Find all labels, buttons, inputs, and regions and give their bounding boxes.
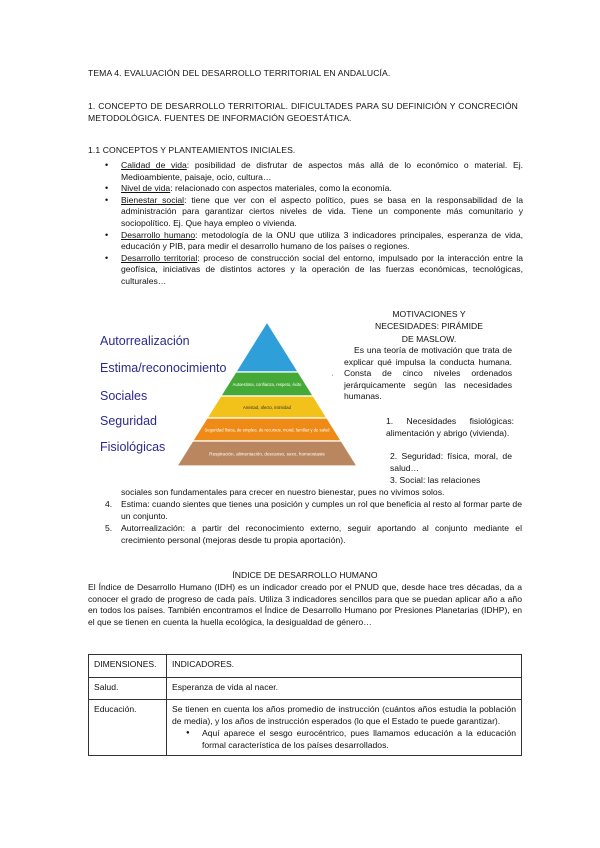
- table-cell-dimension: Salud.: [89, 678, 167, 700]
- table-cell-indicator: [167, 700, 522, 756]
- list-item: [105, 230, 523, 253]
- pyramid-inner-text: Autoestima, confianza, respeto, éxito: [232, 382, 302, 387]
- concept-text: : tiene que ver con el aspecto político, pues se basa en la responsabilidad de la administración para garantizar ciertos niveles de vida. Tiene un componente más comunitario y sociopolítico. Ej. Que haya empleo o vivienda.: [121, 194, 523, 228]
- pyramid-label-seguridad: Seguridad: [100, 414, 157, 428]
- maslow-item-4: [105, 499, 522, 522]
- maslow-item-1-text: 1. Necesidades fisiológicas: alimentación y abrigo (vivienda).: [386, 416, 514, 438]
- concept-term: Desarrollo territorial: [121, 252, 198, 263]
- pyramid-label-autorrealizacion: Autorrealización: [100, 334, 190, 348]
- idh-table: [88, 654, 522, 756]
- pyramid-inner-text: Respiración, alimentación, descanso, sexo, homeostasis: [209, 451, 325, 457]
- maslow-item-5-text: Autorrealización: a partir del reconocimiento externo, seguir aportando al conjunto mediante el crecimiento personal (mejoras desde tu propia aportación).: [121, 523, 522, 545]
- maslow-pyramid-figure: [95, 318, 360, 470]
- pyramid-layer-autorrealizacion: [236, 322, 299, 372]
- concept-term: Desarrollo humano: [121, 229, 196, 240]
- concept-term: Calidad de vida: [121, 160, 187, 170]
- pyramid-label-estima: Estima/reconocimiento: [100, 361, 227, 375]
- table-header-dimensions: DIMENSIONES.: [89, 655, 167, 678]
- table-cell-indicator: Esperanza de vida al nacer.: [167, 678, 522, 700]
- maslow-heading: MOTIVACIONES Y NECESIDADES: PIRÁMIDE DE MASLOW.: [375, 309, 483, 344]
- list-item: [105, 195, 523, 230]
- list-item: [105, 253, 523, 288]
- list-item: [105, 183, 523, 195]
- table-row: [89, 700, 522, 756]
- indicator-bullet: ● Aquí aparece el sesgo eurocéntrico, pues llamamos educación a la educación formal característica de los países desarrollados.: [172, 728, 516, 751]
- concepts-list: [105, 160, 523, 288]
- document-title: TEMA 4. EVALUACIÓN DEL DESARROLLO TERRITORIAL EN ANDALUCÍA.: [88, 68, 391, 78]
- pyramid-inner-text: Amistad, afecto, intimidad: [243, 405, 291, 410]
- table-header-row: [89, 655, 522, 678]
- concept-text: : relacionado con aspectos materiales, como la economía.: [170, 183, 392, 194]
- pyramid-label-sociales: Sociales: [100, 389, 148, 403]
- idh-paragraph: El Índice de Desarrollo Humano (IDH) es un indicador creado por el PNUD que, desde hace tres décadas, da a conocer el grado de progreso de cada país. Utiliza 3 indicadores sencillos para que se puedan aplicar año a año en todos los países. También encontramos el Índice de Desarrollo Humano por Presiones Planetarias (IDHP), en el que se tienen en cuenta la huella ecológica, la desigualdad de género…: [88, 582, 522, 627]
- cursor-mark-icon: ˈ: [331, 373, 334, 383]
- list-item: [105, 160, 523, 183]
- section-1-1-heading: 1.1 CONCEPTOS Y PLANTEAMIENTOS INICIALES.: [88, 145, 296, 155]
- concept-term: Bienestar social: [121, 194, 185, 205]
- maslow-item-5-number: 5.: [105, 523, 113, 533]
- maslow-item-3-continued: sociales son fundamentales para crecer en nuestro bienestar, pues no vivimos solos.: [121, 487, 445, 497]
- maslow-item-2-text: 2. Seguridad: física, moral, de salud…: [390, 451, 512, 473]
- indicator-text: Se tienen en cuenta los años promedio de instrucción (cuántos años estudia la población de media), y los años de instrucción esperados (lo que el Estado te puede garantizar).: [172, 704, 516, 726]
- maslow-item-5: [105, 523, 522, 546]
- pyramid-label-fisiologicas: Fisiológicas: [100, 440, 166, 454]
- idh-heading: ÍNDICE DE DESARROLLO HUMANO: [232, 570, 378, 580]
- maslow-item-3: [344, 475, 512, 487]
- maslow-item-4-number: 4.: [105, 499, 113, 509]
- maslow-intro: Es una teoría de motivación que trata de explicar qué impulsa la conducta humana. Consta de cinco niveles ordenados jerárquicamente según las necesidades humanas.: [344, 345, 512, 402]
- maslow-item-2: [344, 451, 512, 474]
- concept-text: : proceso de construcción social del entorno, impulsado por la interacción entre la geofísica, iniciativas de distintos actores y la operación de las fuerzas económicas, tecnológicas, culturales…: [121, 252, 523, 286]
- concept-term: Nivel de vida: [121, 183, 171, 194]
- concept-text: : posibilidad de disfrutar de aspectos más allá de lo económico o material. Ej. Medioambiente, paisaje, ocio, cultura…: [121, 160, 523, 182]
- concept-text: : metodología de la ONU que utiliza 3 indicadores principales, esperanza de vida, educación y PIB, para medir el desarrollo humano de los países o regiones.: [121, 229, 523, 252]
- pyramid-inner-text: Seguridad física, de empleo, de recursos, moral, familiar y de salud: [204, 427, 330, 433]
- maslow-item-4-text: Estima: cuando sientes que tienes una posición y cumples un rol que beneficia al resto al formar parte de un conjunto.: [121, 499, 522, 521]
- maslow-item-3-text: 3. Social: las relaciones: [390, 475, 481, 485]
- table-header-indicators: INDICADORES.: [167, 655, 522, 678]
- table-cell-dimension: Educación.: [89, 700, 167, 756]
- section-1-heading: 1. CONCEPTO DE DESARROLLO TERRITORIAL. DIFICULTADES PARA SU DEFINICIÓN Y CONCRECIÓN METODOLÓGICA. FUENTES DE INFORMACIÓN GEOESTÁTICA.: [88, 101, 518, 123]
- table-row: [89, 678, 522, 700]
- maslow-item-1: [344, 416, 514, 439]
